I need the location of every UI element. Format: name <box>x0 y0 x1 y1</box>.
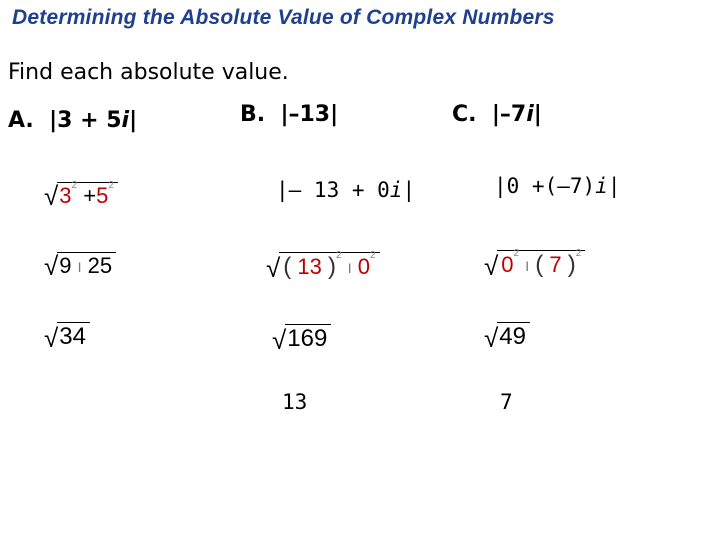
radical-icon: √ <box>266 252 281 283</box>
radical-icon: √ <box>272 325 287 355</box>
problem-b-header <box>240 102 338 127</box>
problem-a-header <box>8 108 137 133</box>
problem-a-expression: |3 + 5i| <box>49 108 138 133</box>
problem-c-step3: √49 <box>484 322 530 351</box>
problem-b-step3: √169 <box>272 324 331 353</box>
radical-icon: √ <box>44 181 59 211</box>
problem-c-step2: √ $0^2$ I ( 7 )$^2$ <box>484 250 585 279</box>
problem-b-label: B. <box>240 102 266 127</box>
problem-c-header <box>452 102 542 127</box>
radical-icon: √ <box>484 250 499 281</box>
problem-c-expression: |–7i| <box>491 102 542 127</box>
radical-icon: √ <box>44 251 59 281</box>
problem-c-rewrite: |0 +(–7)i| <box>494 174 621 198</box>
problem-a-step2: √9 I 25 <box>44 252 116 279</box>
radical-icon: √ <box>44 323 59 353</box>
page-title: Determining the Absolute Value of Complex Numbers <box>12 6 555 29</box>
problem-b-answer: 13 <box>282 390 308 414</box>
problem-a-label: A. <box>8 108 34 133</box>
problem-b-expression: |–13| <box>280 102 339 127</box>
problem-c-answer: 7 <box>500 390 513 414</box>
problem-b-step2: √ ( 13 )$^2$ I $0^2$ <box>266 252 380 281</box>
problem-a-step1: $√3^2 +5^2$ <box>44 182 118 209</box>
problem-a-step3: √34 <box>44 322 90 351</box>
problem-b-rewrite: |– 13 + 0i| <box>276 178 416 202</box>
instructions: Find each absolute value. <box>8 60 289 85</box>
radical-icon: √ <box>484 323 499 353</box>
problem-c-label: C. <box>452 102 477 127</box>
